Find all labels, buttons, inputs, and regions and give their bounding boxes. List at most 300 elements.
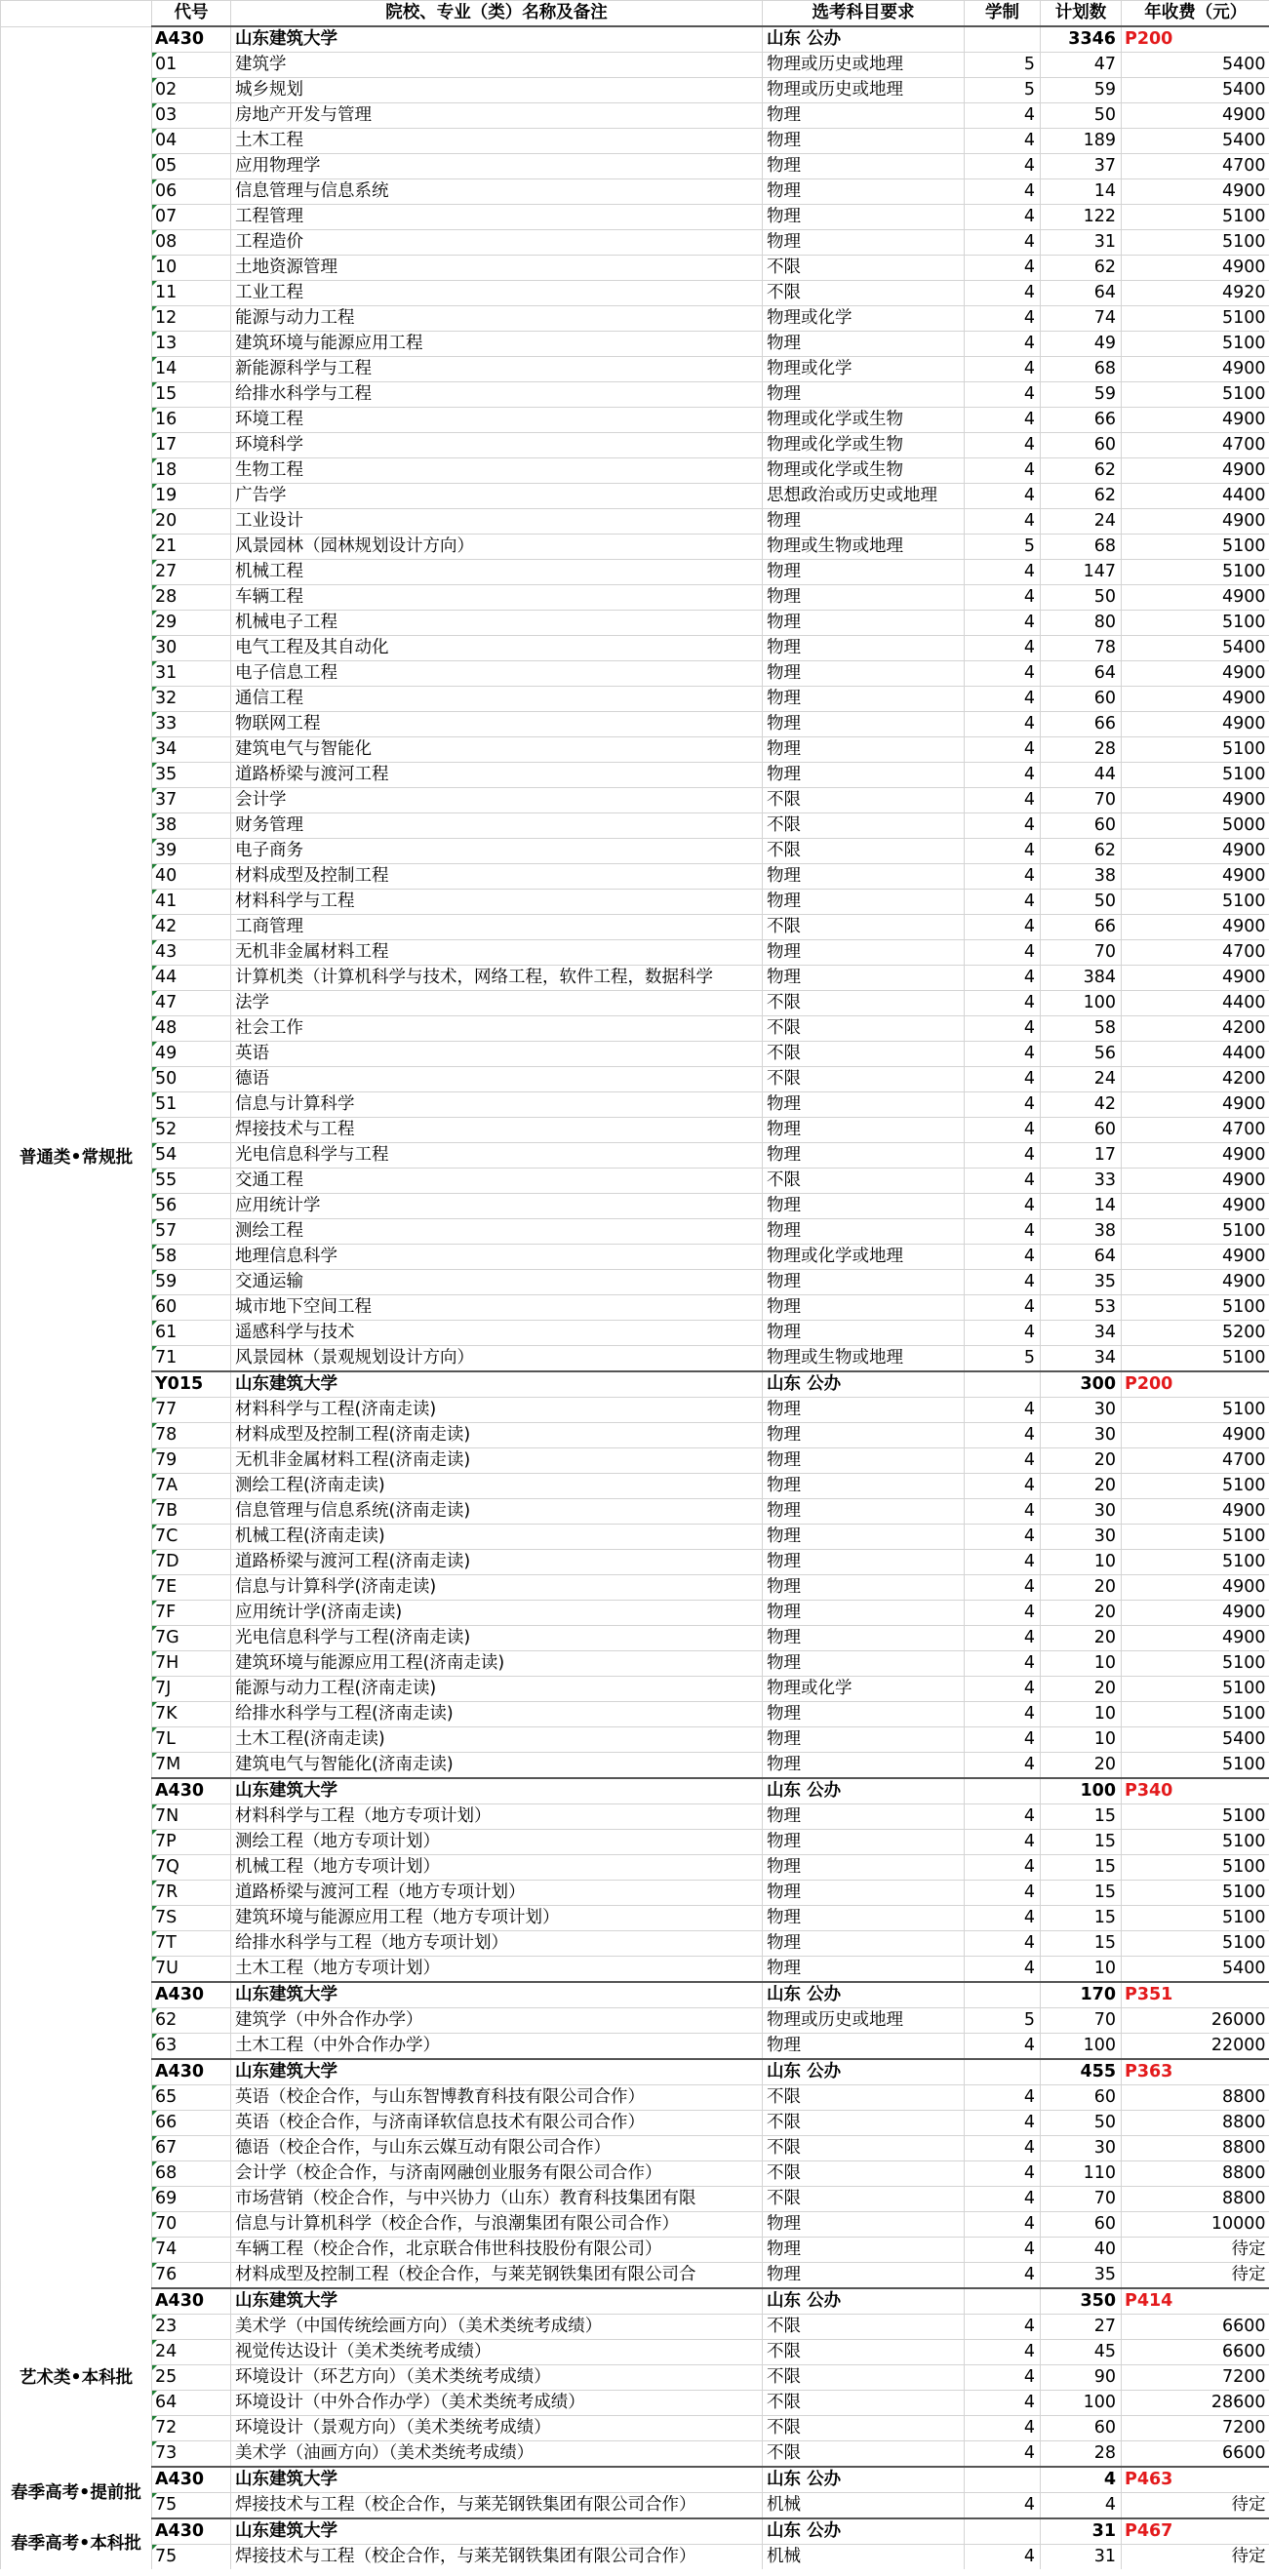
table-row [1,813,1269,839]
subject-requirement: 物理 [763,1881,965,1906]
subject-requirement: 物理 [763,966,965,991]
plan-count: 68 [1041,535,1122,560]
major-name: 法学 [231,991,763,1016]
plan-count: 50 [1041,103,1122,129]
major-name: 视觉传达设计（美术类统考成绩） [231,2340,763,2365]
subject-requirement: 物理 [763,2212,965,2238]
major-name: 信息与计算科学 [231,1092,763,1118]
plan-count: 189 [1041,129,1122,154]
annual-fee: 4700 [1122,940,1269,966]
study-years: 4 [965,1931,1041,1957]
annual-fee: 5100 [1122,1474,1269,1499]
page-ref: P463 [1122,2467,1269,2493]
major-name: 会计学 [231,788,763,813]
annual-fee: 5100 [1122,1651,1269,1677]
annual-fee: 4400 [1122,1042,1269,1067]
major-name: 道路桥梁与渡河工程 [231,763,763,788]
study-years: 4 [965,1169,1041,1194]
table-row [1,1067,1269,1092]
study-years: 4 [965,763,1041,788]
annual-fee: 5100 [1122,230,1269,256]
table-row [1,1727,1269,1753]
table-row [1,1499,1269,1525]
major-name: 道路桥梁与渡河工程（地方专项计划） [231,1881,763,1906]
plan-count: 20 [1041,1753,1122,1779]
major-name: 土木工程（中外合作办学） [231,2034,763,2060]
study-years: 4 [965,940,1041,966]
table-row [1,966,1269,991]
subject-requirement: 不限 [763,2365,965,2391]
major-name: 环境工程 [231,408,763,433]
annual-fee: 4900 [1122,1626,1269,1651]
annual-fee: 4900 [1122,966,1269,991]
table-row [1,2365,1269,2391]
plan-count: 58 [1041,1016,1122,1042]
major-name: 土木工程 [231,129,763,154]
header-row [1,1,1269,27]
major-name: 德语（校企合作，与山东云媒互动有限公司合作） [231,2136,763,2161]
plan-count: 47 [1041,53,1122,78]
table-row [1,408,1269,433]
plan-count: 110 [1041,2161,1122,2187]
plan-count: 20 [1041,1677,1122,1702]
group-code: A430 [152,1778,231,1804]
plan-count: 27 [1041,2315,1122,2340]
table-row [1,2008,1269,2034]
plan-count: 10 [1041,1550,1122,1575]
table-row [1,1448,1269,1474]
major-code: 72 [152,2416,231,2441]
major-name: 美术学（中国传统绘画方向）（美术类统考成绩） [231,2315,763,2340]
subject-requirement: 物理 [763,1423,965,1448]
table-row [1,1651,1269,1677]
header-name: 院校、专业（类）名称及备注 [231,1,763,27]
table-row [1,1525,1269,1550]
major-code: 25 [152,2365,231,2391]
major-name: 通信工程 [231,687,763,712]
subject-requirement: 物理 [763,890,965,915]
annual-fee: 8800 [1122,2136,1269,2161]
study-years: 4 [965,1194,1041,1219]
annual-fee: 4400 [1122,484,1269,509]
plan-count: 31 [1041,2545,1122,2570]
major-code: 04 [152,129,231,154]
major-name: 光电信息科学与工程 [231,1143,763,1169]
plan-count: 70 [1041,788,1122,813]
plan-count: 35 [1041,2263,1122,2289]
major-name: 焊接技术与工程 [231,1118,763,1143]
major-code: 47 [152,991,231,1016]
study-years: 4 [965,1423,1041,1448]
major-name: 机械工程 [231,560,763,585]
major-code: 17 [152,433,231,458]
table-row [1,585,1269,611]
study-years: 4 [965,1042,1041,1067]
study-years: 4 [965,1398,1041,1423]
plan-count: 70 [1041,2008,1122,2034]
annual-fee: 5100 [1122,535,1269,560]
school-name: 山东建筑大学 [231,1778,763,1804]
major-code: 7S [152,1906,231,1931]
annual-fee: 5100 [1122,1804,1269,1830]
plan-count: 15 [1041,1855,1122,1881]
major-name: 建筑环境与能源应用工程(济南走读) [231,1651,763,1677]
subject-requirement: 物理 [763,585,965,611]
subject-requirement: 不限 [763,2111,965,2136]
plan-count: 20 [1041,1626,1122,1651]
table-row [1,1702,1269,1727]
major-code: 62 [152,2008,231,2034]
plan-count: 28 [1041,737,1122,763]
study-years: 4 [965,2365,1041,2391]
annual-fee: 5400 [1122,78,1269,103]
major-name: 无机非金属材料工程 [231,940,763,966]
annual-fee: 4700 [1122,1118,1269,1143]
subject-requirement: 物理 [763,1398,965,1423]
group-years [965,2518,1041,2545]
subject-requirement: 物理 [763,864,965,890]
plan-count: 62 [1041,839,1122,864]
table-row [1,2187,1269,2212]
subject-requirement: 物理 [763,611,965,636]
page-ref: P467 [1122,2518,1269,2545]
major-name: 土木工程（地方专项计划） [231,1957,763,1983]
school-region: 山东 公办 [763,2467,965,2493]
header-subjects: 选考科目要求 [763,1,965,27]
major-name: 生物工程 [231,458,763,484]
major-name: 城市地下空间工程 [231,1295,763,1321]
major-code: 10 [152,256,231,281]
group-years [965,1982,1041,2008]
table-row [1,763,1269,788]
major-code: 12 [152,306,231,332]
major-name: 物联网工程 [231,712,763,737]
study-years: 4 [965,2493,1041,2519]
major-code: 7Q [152,1855,231,1881]
study-years: 4 [965,1727,1041,1753]
major-code: 7L [152,1727,231,1753]
major-name: 风景园林（景观规划设计方向） [231,1346,763,1372]
annual-fee: 5400 [1122,53,1269,78]
major-code: 30 [152,636,231,661]
plan-count: 31 [1041,230,1122,256]
study-years: 4 [965,1499,1041,1525]
study-years: 4 [965,966,1041,991]
school-group-row [1,1982,1269,2008]
subject-requirement: 物理 [763,1499,965,1525]
subject-requirement: 物理 [763,1092,965,1118]
study-years: 4 [965,154,1041,179]
major-name: 材料成型及控制工程 [231,864,763,890]
major-name: 工业设计 [231,509,763,535]
major-code: 63 [152,2034,231,2060]
subject-requirement: 不限 [763,2441,965,2468]
major-code: 7D [152,1550,231,1575]
major-code: 43 [152,940,231,966]
plan-count: 70 [1041,940,1122,966]
subject-requirement: 物理 [763,1118,965,1143]
study-years: 4 [965,712,1041,737]
annual-fee: 6600 [1122,2441,1269,2468]
study-years: 4 [965,1855,1041,1881]
table-row [1,2161,1269,2187]
table-row [1,1092,1269,1118]
study-years: 4 [965,991,1041,1016]
major-code: 64 [152,2391,231,2416]
study-years: 4 [965,1906,1041,1931]
subject-requirement: 物理 [763,737,965,763]
major-code: 7T [152,1931,231,1957]
major-name: 焊接技术与工程（校企合作，与莱芜钢铁集团有限公司合作） [231,2545,763,2570]
annual-fee: 4900 [1122,1575,1269,1601]
annual-fee: 4900 [1122,687,1269,712]
major-code: 70 [152,2212,231,2238]
study-years: 4 [965,1575,1041,1601]
plan-count: 60 [1041,687,1122,712]
subject-requirement: 物理 [763,1753,965,1779]
table-row [1,1474,1269,1499]
plan-count: 10 [1041,1727,1122,1753]
study-years: 4 [965,737,1041,763]
table-row [1,1881,1269,1906]
table-row [1,2238,1269,2263]
table-row [1,205,1269,230]
table-row [1,230,1269,256]
group-code: A430 [152,2059,231,2085]
major-name: 信息管理与信息系统(济南走读) [231,1499,763,1525]
subject-requirement: 物理或历史或地理 [763,78,965,103]
header-years: 学制 [965,1,1041,27]
study-years: 4 [965,687,1041,712]
table-row [1,256,1269,281]
subject-requirement: 不限 [763,256,965,281]
school-region: 山东 公办 [763,1982,965,2008]
major-code: 7B [152,1499,231,1525]
major-code: 7H [152,1651,231,1677]
study-years: 5 [965,2008,1041,2034]
page-ref: P340 [1122,1778,1269,1804]
table-row [1,382,1269,408]
table-row [1,1016,1269,1042]
major-name: 车辆工程（校企合作，北京联合伟世科技股份有限公司） [231,2238,763,2263]
study-years: 4 [965,2340,1041,2365]
annual-fee: 7200 [1122,2365,1269,2391]
study-years: 4 [965,839,1041,864]
major-name: 机械工程(济南走读) [231,1525,763,1550]
subject-requirement: 物理 [763,1906,965,1931]
annual-fee: 4900 [1122,1270,1269,1295]
major-name: 机械电子工程 [231,611,763,636]
study-years: 4 [965,1550,1041,1575]
major-name: 城乡规划 [231,78,763,103]
table-row [1,1270,1269,1295]
table-row [1,737,1269,763]
major-name: 建筑学（中外合作办学） [231,2008,763,2034]
plan-count: 24 [1041,509,1122,535]
plan-count: 20 [1041,1575,1122,1601]
annual-fee: 4400 [1122,991,1269,1016]
major-name: 机械工程（地方专项计划） [231,1855,763,1881]
table-row [1,2111,1269,2136]
major-code: 7A [152,1474,231,1499]
major-name: 给排水科学与工程（地方专项计划） [231,1931,763,1957]
major-code: 38 [152,813,231,839]
study-years: 4 [965,1957,1041,1983]
study-years: 4 [965,458,1041,484]
subject-requirement: 不限 [763,915,965,940]
annual-fee: 5100 [1122,1931,1269,1957]
major-name: 电子信息工程 [231,661,763,687]
major-code: 7C [152,1525,231,1550]
subject-requirement: 物理 [763,1626,965,1651]
major-code: 71 [152,1346,231,1372]
batch-label: 普通类•常规批 [1,26,152,2288]
annual-fee: 8800 [1122,2187,1269,2212]
subject-requirement: 物理或生物或地理 [763,1346,965,1372]
major-name: 给排水科学与工程 [231,382,763,408]
study-years: 4 [965,1321,1041,1346]
plan-count: 49 [1041,332,1122,357]
school-name: 山东建筑大学 [231,1371,763,1398]
group-plan: 170 [1041,1982,1122,2008]
study-years: 5 [965,535,1041,560]
major-name: 电气工程及其自动化 [231,636,763,661]
header-code: 代号 [152,1,231,27]
school-group-row [1,2518,1269,2545]
table-row [1,179,1269,205]
major-code: 51 [152,1092,231,1118]
study-years: 4 [965,636,1041,661]
plan-count: 17 [1041,1143,1122,1169]
major-name: 车辆工程 [231,585,763,611]
subject-requirement: 物理 [763,1270,965,1295]
major-code: 65 [152,2085,231,2111]
annual-fee: 5100 [1122,1525,1269,1550]
plan-count: 20 [1041,1448,1122,1474]
major-name: 计算机类（计算机科学与技术，网络工程，软件工程，数据科学 [231,966,763,991]
plan-count: 42 [1041,1092,1122,1118]
major-name: 测绘工程 [231,1219,763,1245]
school-name: 山东建筑大学 [231,1982,763,2008]
school-group-row [1,2467,1269,2493]
table-row [1,839,1269,864]
study-years: 4 [965,1016,1041,1042]
major-name: 社会工作 [231,1016,763,1042]
table-row [1,2340,1269,2365]
annual-fee: 4900 [1122,864,1269,890]
major-code: 56 [152,1194,231,1219]
subject-requirement: 物理 [763,1194,965,1219]
major-name: 环境科学 [231,433,763,458]
annual-fee: 4920 [1122,281,1269,306]
annual-fee: 4200 [1122,1016,1269,1042]
study-years: 4 [965,1651,1041,1677]
subject-requirement: 物理 [763,1321,965,1346]
plan-count: 20 [1041,1474,1122,1499]
subject-requirement: 物理 [763,1957,965,1983]
annual-fee: 5400 [1122,1727,1269,1753]
group-years [965,1778,1041,1804]
subject-requirement: 机械 [763,2545,965,2570]
major-name: 建筑学 [231,53,763,78]
table-row [1,1550,1269,1575]
study-years: 4 [965,230,1041,256]
subject-requirement: 物理 [763,332,965,357]
table-row [1,788,1269,813]
study-years: 5 [965,53,1041,78]
table-row [1,103,1269,129]
school-group-row [1,2288,1269,2315]
plan-count: 384 [1041,966,1122,991]
study-years: 4 [965,408,1041,433]
study-years: 4 [965,306,1041,332]
annual-fee: 10000 [1122,2212,1269,2238]
subject-requirement: 物理 [763,1295,965,1321]
major-code: 54 [152,1143,231,1169]
major-code: 40 [152,864,231,890]
major-code: 37 [152,788,231,813]
annual-fee: 5400 [1122,636,1269,661]
plan-count: 10 [1041,1702,1122,1727]
subject-requirement: 物理 [763,1702,965,1727]
plan-count: 66 [1041,915,1122,940]
annual-fee: 22000 [1122,2034,1269,2060]
annual-fee: 6600 [1122,2315,1269,2340]
study-years: 4 [965,281,1041,306]
subject-requirement: 物理 [763,1575,965,1601]
study-years: 4 [965,2391,1041,2416]
major-name: 建筑电气与智能化(济南走读) [231,1753,763,1779]
study-years: 4 [965,2545,1041,2570]
major-code: 59 [152,1270,231,1295]
table-row [1,535,1269,560]
group-code: A430 [152,1982,231,2008]
subject-requirement: 不限 [763,991,965,1016]
annual-fee: 8800 [1122,2161,1269,2187]
major-code: 7P [152,1830,231,1855]
subject-requirement: 不限 [763,2085,965,2111]
plan-count: 14 [1041,179,1122,205]
major-name: 会计学（校企合作，与济南网融创业服务有限公司合作） [231,2161,763,2187]
plan-count: 60 [1041,1118,1122,1143]
major-name: 环境设计（环艺方向）（美术类统考成绩） [231,2365,763,2391]
table-row [1,1931,1269,1957]
study-years: 4 [965,1702,1041,1727]
major-name: 交通运输 [231,1270,763,1295]
major-name: 测绘工程（地方专项计划） [231,1830,763,1855]
school-group-row [1,1778,1269,1804]
study-years: 4 [965,2212,1041,2238]
major-name: 光电信息科学与工程(济南走读) [231,1626,763,1651]
plan-count: 34 [1041,1346,1122,1372]
plan-count: 64 [1041,661,1122,687]
batch-label: 艺术类•本科批 [1,2288,152,2467]
major-code: 06 [152,179,231,205]
plan-count: 62 [1041,458,1122,484]
subject-requirement: 不限 [763,1016,965,1042]
subject-requirement: 物理或历史或地理 [763,53,965,78]
annual-fee: 4900 [1122,357,1269,382]
major-name: 应用统计学 [231,1194,763,1219]
subject-requirement: 物理 [763,687,965,712]
group-code: A430 [152,2518,231,2545]
annual-fee: 4900 [1122,915,1269,940]
subject-requirement: 不限 [763,839,965,864]
plan-count: 38 [1041,864,1122,890]
subject-requirement: 机械 [763,2493,965,2519]
major-name: 电子商务 [231,839,763,864]
plan-count: 78 [1041,636,1122,661]
